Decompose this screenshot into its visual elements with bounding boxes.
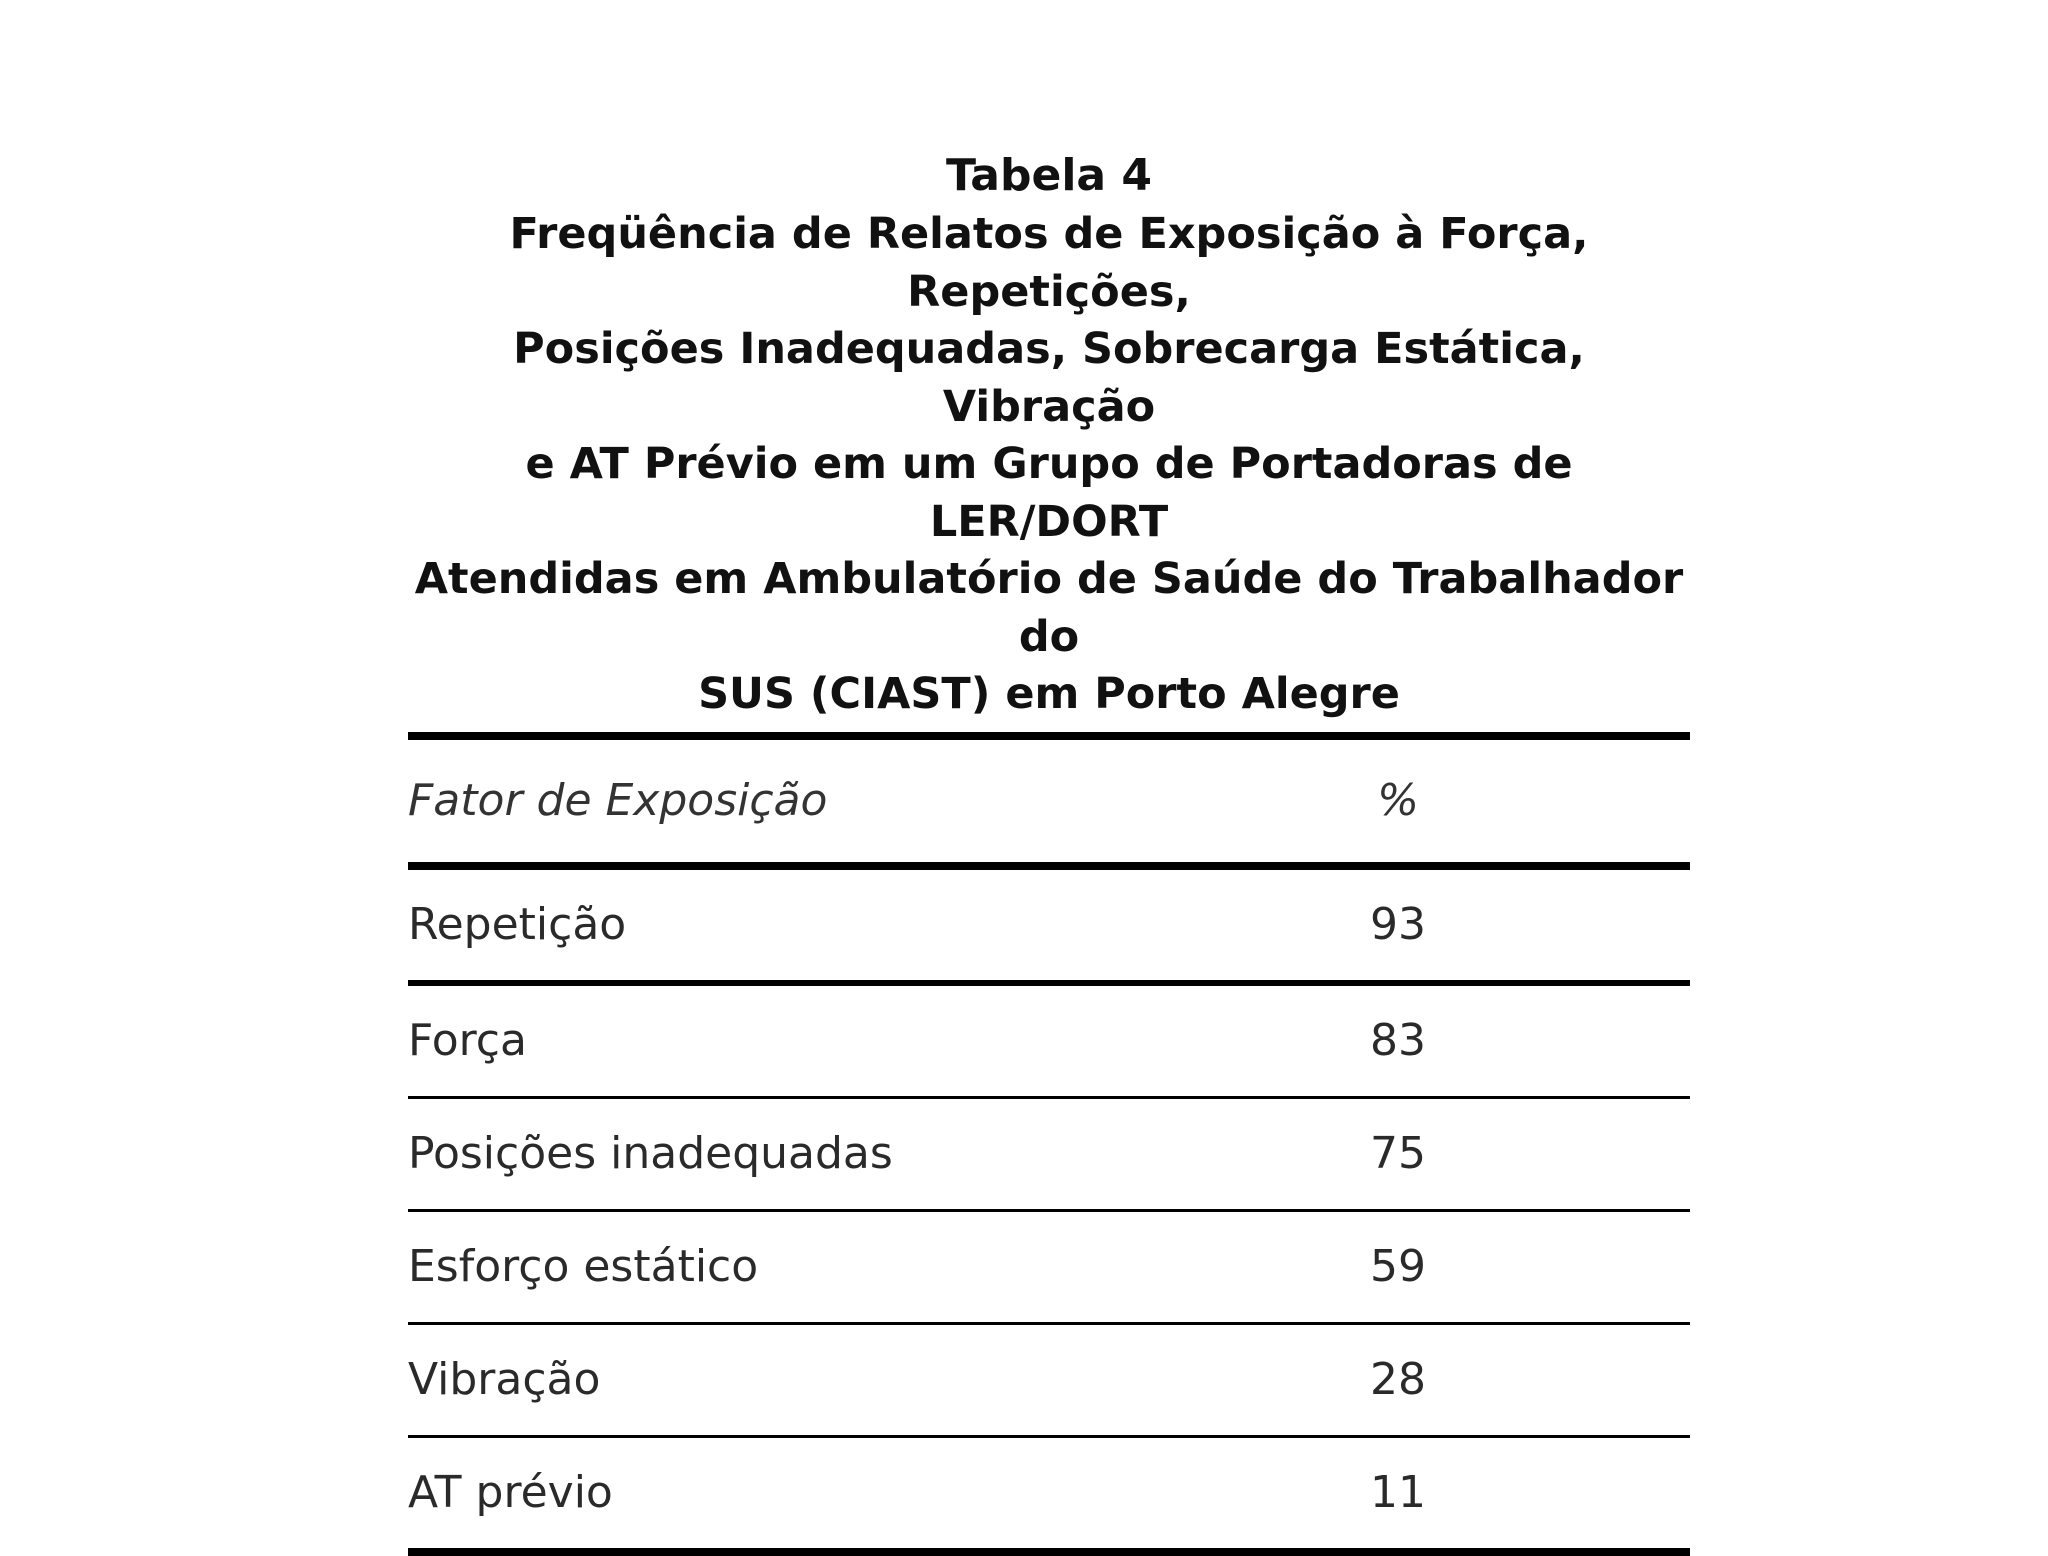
- table-row: [408, 870, 1690, 980]
- table-title-line: Posições Inadequadas, Sobrecarga Estática, Vibração: [513, 324, 1585, 432]
- factor-cell: Esforço estático: [408, 1241, 759, 1292]
- table-title-line: SUS (CIAST) em Porto Alegre: [698, 669, 1400, 719]
- factor-cell: Vibração: [408, 1354, 601, 1405]
- factor-cell: Posições inadequadas: [408, 1128, 893, 1179]
- table-title-line: Freqüência de Relatos de Exposição à Força, Repetições,: [509, 209, 1589, 317]
- percent-cell: 93: [1370, 899, 1426, 950]
- factor-cell: Repetição: [408, 899, 627, 950]
- table-row: [408, 1099, 1690, 1209]
- column-header-factor: Fator de Exposição: [408, 775, 828, 826]
- table-header-rule: [408, 862, 1690, 870]
- table-row: [408, 1212, 1690, 1322]
- table-title: [408, 206, 1690, 724]
- table-caption: [408, 148, 1690, 724]
- table-row: [408, 1438, 1690, 1548]
- percent-cell: 11: [1370, 1467, 1426, 1518]
- table-title-line: Atendidas em Ambulatório de Saúde do Trabalhador do: [414, 554, 1684, 662]
- table-number: Tabela 4: [945, 150, 1153, 201]
- table-top-rule: [408, 732, 1690, 740]
- table-title-line: e AT Prévio em um Grupo de Portadoras de LER/DORT: [525, 439, 1573, 547]
- percent-cell: 28: [1370, 1354, 1426, 1405]
- factor-cell: Força: [408, 1015, 527, 1066]
- percent-cell: 59: [1370, 1241, 1426, 1292]
- document-page: [408, 148, 1690, 1556]
- factor-cell: AT prévio: [408, 1467, 613, 1518]
- table-bottom-rule: [408, 1548, 1690, 1556]
- percent-cell: 75: [1370, 1128, 1426, 1179]
- table-row: [408, 1325, 1690, 1435]
- table-header-row: [408, 740, 1690, 862]
- percent-cell: 83: [1370, 1015, 1426, 1066]
- table-row: [408, 986, 1690, 1096]
- column-header-percent: %: [1377, 775, 1419, 826]
